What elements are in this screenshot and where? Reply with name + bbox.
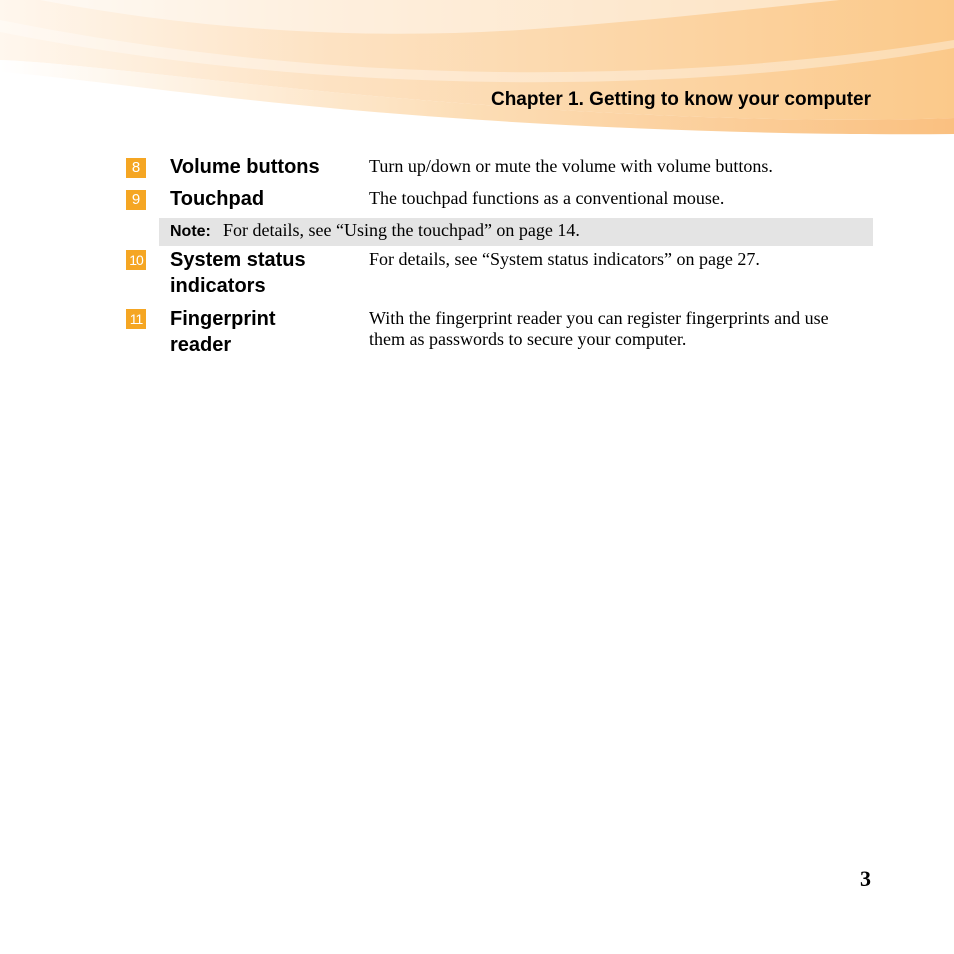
item-number-badge: 9 bbox=[126, 190, 146, 210]
note-label: Note: bbox=[170, 223, 211, 240]
item-number-badge: 10 bbox=[126, 250, 146, 270]
item-term: Fingerprint reader bbox=[170, 308, 276, 356]
note-text: For details, see “Using the touchpad” on page 14. bbox=[223, 220, 580, 240]
item-description: For details, see “System status indicators” on page 27. bbox=[369, 249, 760, 269]
item-term: Volume buttons bbox=[170, 156, 320, 178]
item-description: Turn up/down or mute the volume with volume buttons. bbox=[369, 156, 773, 176]
chapter-title: Chapter 1. Getting to know your computer bbox=[490, 89, 871, 110]
item-number-badge: 8 bbox=[126, 158, 146, 178]
item-term: Touchpad bbox=[170, 188, 265, 210]
item-description: The touchpad functions as a conventional mouse. bbox=[369, 188, 725, 208]
header-decoration bbox=[0, 0, 954, 140]
item-term: System status indicators bbox=[170, 249, 306, 297]
page-number: 3 bbox=[860, 866, 871, 891]
item-number-badge: 11 bbox=[126, 309, 146, 329]
item-description: With the fingerprint reader you can register fingerprints and use them as passwords to secure your computer. bbox=[369, 308, 829, 349]
note-box bbox=[159, 218, 873, 246]
